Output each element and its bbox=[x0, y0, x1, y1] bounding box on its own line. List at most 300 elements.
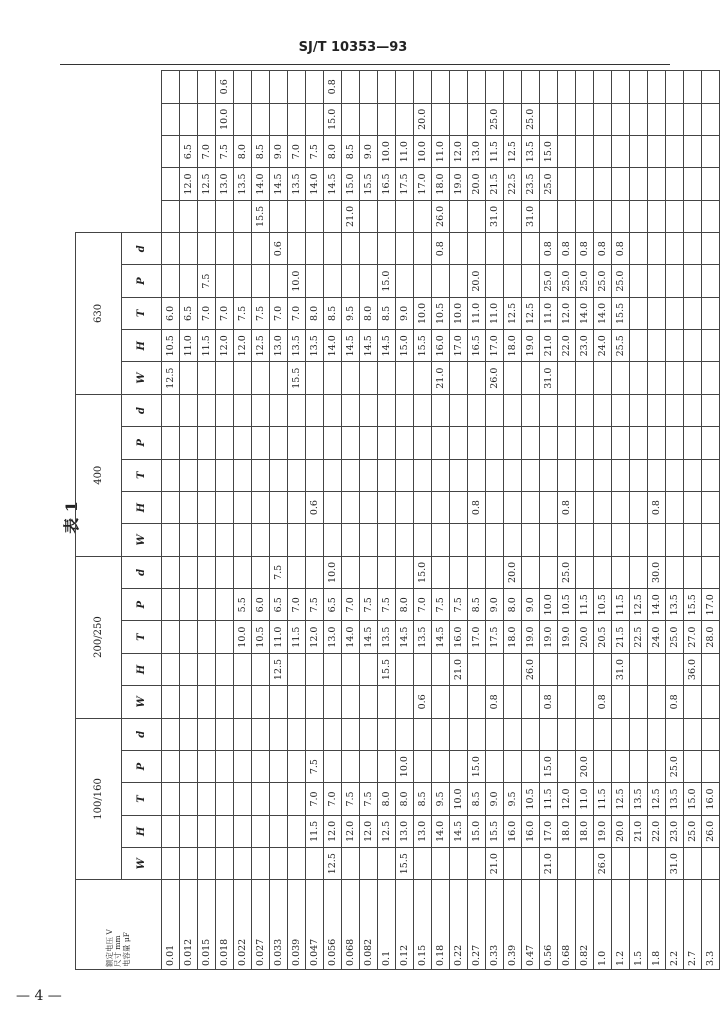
dimension-header: d bbox=[122, 718, 162, 750]
dimension-cell bbox=[504, 362, 522, 394]
dimension-cell: 18.0 bbox=[558, 815, 576, 847]
dimension-cell: 12.5 bbox=[522, 297, 540, 329]
dimension-cell bbox=[288, 524, 306, 556]
dimension-cell: 11.5 bbox=[594, 783, 612, 815]
dimension-cell bbox=[162, 686, 180, 718]
dimension-cell bbox=[306, 686, 324, 718]
dimension-cell bbox=[558, 71, 576, 104]
dimension-cell: 20.0 bbox=[612, 815, 630, 847]
dimension-cell: 11.5 bbox=[198, 330, 216, 362]
dimension-cell: 21.5 bbox=[486, 168, 504, 200]
table-row bbox=[486, 71, 504, 970]
dimension-cell: 7.5 bbox=[378, 589, 396, 621]
voltage-group-header: 200/250 bbox=[76, 556, 122, 718]
dimension-cell bbox=[684, 168, 702, 200]
table-row bbox=[198, 71, 216, 970]
dimension-cell bbox=[576, 491, 594, 523]
dimension-cell: 11.5 bbox=[612, 589, 630, 621]
dimension-cell: 25.0 bbox=[558, 265, 576, 297]
dimension-cell: 12.5 bbox=[504, 135, 522, 167]
dimension-cell bbox=[576, 686, 594, 718]
dimension-cell: 7.5 bbox=[360, 589, 378, 621]
dimension-cell bbox=[198, 491, 216, 523]
capacitance-cell: 0.047 bbox=[306, 880, 324, 970]
dimension-cell bbox=[288, 427, 306, 459]
dimension-cell bbox=[702, 362, 720, 394]
dimension-cell: 10.0 bbox=[396, 750, 414, 782]
dimension-cell bbox=[576, 394, 594, 426]
dimension-cell: 7.0 bbox=[288, 135, 306, 167]
dimension-cell bbox=[450, 848, 468, 880]
dimension-cell bbox=[414, 200, 432, 232]
dimension-cell: 10.5 bbox=[594, 589, 612, 621]
dimension-cell bbox=[468, 848, 486, 880]
dimension-cell: 13.0 bbox=[468, 135, 486, 167]
dimension-cell bbox=[522, 524, 540, 556]
standard-code: SJ/T 10353—93 bbox=[298, 40, 408, 55]
dimension-cell bbox=[594, 71, 612, 104]
dimension-cell bbox=[576, 71, 594, 104]
dimension-cell: 7.0 bbox=[288, 589, 306, 621]
dimension-cell bbox=[252, 653, 270, 685]
dimension-cell bbox=[180, 233, 198, 265]
dimension-cell bbox=[558, 168, 576, 200]
dimension-cell bbox=[630, 427, 648, 459]
dimension-cell bbox=[702, 459, 720, 491]
dimension-cell: 15.5 bbox=[378, 653, 396, 685]
dimension-cell bbox=[684, 362, 702, 394]
dimension-cell bbox=[378, 459, 396, 491]
dimension-cell bbox=[252, 556, 270, 588]
dimension-cell: 10.0 bbox=[414, 135, 432, 167]
dimension-cell: 19.0 bbox=[540, 621, 558, 653]
dimension-cell bbox=[648, 200, 666, 232]
dimension-cell: 6.5 bbox=[324, 589, 342, 621]
dimension-cell: 25.0 bbox=[486, 103, 504, 135]
dimension-cell bbox=[396, 524, 414, 556]
dimension-header: H bbox=[122, 653, 162, 685]
dimension-cell bbox=[216, 621, 234, 653]
dimension-cell: 9.0 bbox=[396, 297, 414, 329]
dimension-cell bbox=[216, 783, 234, 815]
dimension-cell bbox=[270, 524, 288, 556]
dimension-cell: 15.5 bbox=[612, 297, 630, 329]
dimension-cell bbox=[234, 427, 252, 459]
dimension-cell bbox=[450, 556, 468, 588]
dimension-cell bbox=[162, 103, 180, 135]
dimension-cell bbox=[432, 394, 450, 426]
dimension-cell bbox=[414, 459, 432, 491]
dimension-cell: 8.5 bbox=[252, 135, 270, 167]
dimension-cell bbox=[612, 135, 630, 167]
dimension-cell bbox=[522, 718, 540, 750]
dimension-cell bbox=[342, 394, 360, 426]
table-row bbox=[558, 71, 576, 970]
dimension-cell: 21.5 bbox=[612, 621, 630, 653]
dimension-cell bbox=[234, 815, 252, 847]
dimension-cell: 25.0 bbox=[594, 265, 612, 297]
dimension-cell bbox=[414, 491, 432, 523]
dimension-cell: 10.0 bbox=[414, 297, 432, 329]
table-row bbox=[468, 71, 486, 970]
dimension-cell bbox=[324, 686, 342, 718]
dimension-cell bbox=[540, 103, 558, 135]
dimension-cell bbox=[360, 427, 378, 459]
dimension-cell bbox=[450, 265, 468, 297]
dimension-cell bbox=[648, 265, 666, 297]
dimension-cell bbox=[648, 71, 666, 104]
dimension-cell: 21.0 bbox=[540, 848, 558, 880]
dimension-cell bbox=[288, 815, 306, 847]
dimension-cell bbox=[684, 459, 702, 491]
dimension-cell bbox=[360, 362, 378, 394]
dimension-cell: 7.5 bbox=[360, 783, 378, 815]
dimension-cell bbox=[252, 718, 270, 750]
dimension-cell: 7.0 bbox=[306, 783, 324, 815]
dimension-cell bbox=[648, 718, 666, 750]
dimension-cell bbox=[270, 103, 288, 135]
dimension-cell: 17.0 bbox=[468, 621, 486, 653]
dimension-cell bbox=[666, 524, 684, 556]
table-row bbox=[540, 71, 558, 970]
dimension-cell bbox=[684, 71, 702, 104]
dimension-cell: 7.5 bbox=[306, 589, 324, 621]
dimension-cell bbox=[234, 848, 252, 880]
dimension-cell: 13.5 bbox=[234, 168, 252, 200]
dimension-cell bbox=[684, 427, 702, 459]
dimension-cell bbox=[180, 265, 198, 297]
dimension-cell: 13.5 bbox=[666, 589, 684, 621]
dimension-cell bbox=[180, 362, 198, 394]
dimension-cell: 8.0 bbox=[234, 135, 252, 167]
dimension-cell bbox=[702, 135, 720, 167]
dimension-cell bbox=[612, 718, 630, 750]
dimension-cell: 19.0 bbox=[450, 168, 468, 200]
dimension-cell bbox=[288, 233, 306, 265]
dimension-cell bbox=[684, 848, 702, 880]
dimension-cell: 13.0 bbox=[270, 330, 288, 362]
dimension-cell bbox=[522, 686, 540, 718]
dimension-cell bbox=[288, 556, 306, 588]
table-row bbox=[234, 71, 252, 970]
dimension-cell: 7.0 bbox=[324, 783, 342, 815]
dimension-cell bbox=[576, 427, 594, 459]
dimension-cell bbox=[666, 394, 684, 426]
dimension-cell bbox=[666, 330, 684, 362]
dimension-cell bbox=[270, 265, 288, 297]
header-rule bbox=[60, 64, 670, 65]
dimension-cell: 10.5 bbox=[252, 621, 270, 653]
dimension-cell bbox=[198, 621, 216, 653]
capacitance-cell: 0.033 bbox=[270, 880, 288, 970]
dimension-cell bbox=[342, 233, 360, 265]
dimension-cell bbox=[504, 491, 522, 523]
capacitance-cell: 1.8 bbox=[648, 880, 666, 970]
dimension-cell bbox=[360, 524, 378, 556]
dimension-cell bbox=[252, 750, 270, 782]
table-row bbox=[576, 71, 594, 970]
dimension-cell: 13.5 bbox=[378, 621, 396, 653]
dimension-cell bbox=[432, 427, 450, 459]
dimension-cell bbox=[432, 750, 450, 782]
dimension-cell bbox=[558, 718, 576, 750]
dimension-cell bbox=[540, 200, 558, 232]
dimension-cell: 19.0 bbox=[594, 815, 612, 847]
dimension-cell bbox=[216, 427, 234, 459]
dimension-cell bbox=[198, 200, 216, 232]
dimension-cell: 25.0 bbox=[540, 168, 558, 200]
dimension-cell: 25.5 bbox=[612, 330, 630, 362]
dimension-cell bbox=[630, 686, 648, 718]
dimension-cell bbox=[252, 783, 270, 815]
dimension-cell bbox=[702, 297, 720, 329]
dimension-cell bbox=[648, 103, 666, 135]
dimension-cell: 11.0 bbox=[540, 297, 558, 329]
dimension-cell bbox=[162, 168, 180, 200]
dimension-cell bbox=[180, 653, 198, 685]
dimension-cell: 0.6 bbox=[216, 71, 234, 104]
dimension-cell bbox=[306, 459, 324, 491]
dimension-cell bbox=[702, 103, 720, 135]
dimension-cell bbox=[234, 265, 252, 297]
dimension-cell: 0.8 bbox=[432, 233, 450, 265]
dimension-cell bbox=[306, 265, 324, 297]
dimension-cell: 10.5 bbox=[522, 783, 540, 815]
dimension-cell bbox=[270, 848, 288, 880]
capacitance-cell: 0.18 bbox=[432, 880, 450, 970]
dimension-cell bbox=[378, 750, 396, 782]
dimension-cell bbox=[414, 265, 432, 297]
dimension-cell bbox=[162, 718, 180, 750]
dimension-cell bbox=[360, 394, 378, 426]
dimension-cell bbox=[576, 848, 594, 880]
dimension-cell bbox=[396, 265, 414, 297]
dimension-cell bbox=[234, 556, 252, 588]
dimension-cell: 0.6 bbox=[270, 233, 288, 265]
dimension-cell bbox=[324, 362, 342, 394]
dimension-cell bbox=[450, 103, 468, 135]
dimension-cell bbox=[324, 265, 342, 297]
dimension-cell bbox=[468, 653, 486, 685]
dimension-cell: 7.5 bbox=[306, 135, 324, 167]
dimension-cell bbox=[684, 556, 702, 588]
dimension-cell bbox=[630, 330, 648, 362]
dimension-cell bbox=[342, 556, 360, 588]
dimension-cell bbox=[630, 200, 648, 232]
dimension-cell bbox=[216, 686, 234, 718]
dimension-cell bbox=[288, 653, 306, 685]
dimension-cell: 15.5 bbox=[360, 168, 378, 200]
dimension-cell bbox=[648, 362, 666, 394]
dimension-cell bbox=[432, 103, 450, 135]
dimension-cell bbox=[468, 200, 486, 232]
dimension-cell: 13.5 bbox=[666, 783, 684, 815]
dimension-cell bbox=[702, 524, 720, 556]
dimension-cell bbox=[612, 394, 630, 426]
dimension-cell bbox=[612, 848, 630, 880]
dimension-cell bbox=[234, 718, 252, 750]
dimension-cell: 17.0 bbox=[702, 589, 720, 621]
dimension-cell: 17.5 bbox=[486, 621, 504, 653]
dimension-cell: 17.5 bbox=[396, 168, 414, 200]
dimension-cell: 18.0 bbox=[432, 168, 450, 200]
dimension-cell bbox=[306, 362, 324, 394]
dimension-cell bbox=[630, 168, 648, 200]
dimension-cell: 14.0 bbox=[306, 168, 324, 200]
dimension-cell bbox=[486, 718, 504, 750]
dimension-header: T bbox=[122, 621, 162, 653]
dimension-cell bbox=[450, 200, 468, 232]
dimension-cell: 14.5 bbox=[432, 621, 450, 653]
dimension-cell bbox=[612, 556, 630, 588]
dimension-cell bbox=[702, 848, 720, 880]
dimension-cell: 9.5 bbox=[342, 297, 360, 329]
dimension-cell bbox=[594, 718, 612, 750]
dimension-cell bbox=[522, 71, 540, 104]
dimension-cell bbox=[522, 848, 540, 880]
dimension-cell bbox=[576, 362, 594, 394]
dimension-cell bbox=[288, 394, 306, 426]
dimension-cell bbox=[306, 103, 324, 135]
dimension-cell: 15.5 bbox=[396, 848, 414, 880]
capacitor-dimension-table bbox=[75, 70, 720, 970]
dimension-cell: 12.5 bbox=[630, 589, 648, 621]
dimension-cell bbox=[252, 524, 270, 556]
table-row bbox=[648, 71, 666, 970]
dimension-cell: 16.0 bbox=[522, 815, 540, 847]
dimension-cell bbox=[234, 71, 252, 104]
dimension-cell: 7.5 bbox=[252, 297, 270, 329]
dimension-cell bbox=[234, 686, 252, 718]
dimension-cell bbox=[432, 265, 450, 297]
dimension-cell: 7.5 bbox=[450, 589, 468, 621]
dimension-cell: 14.0 bbox=[648, 589, 666, 621]
table-row bbox=[630, 71, 648, 970]
dimension-cell bbox=[180, 783, 198, 815]
dimension-cell: 15.0 bbox=[684, 783, 702, 815]
dimension-cell bbox=[342, 459, 360, 491]
dimension-cell: 14.5 bbox=[324, 168, 342, 200]
dimension-cell bbox=[594, 200, 612, 232]
capacitance-cell: 0.56 bbox=[540, 880, 558, 970]
dimension-cell bbox=[360, 71, 378, 104]
dimension-cell bbox=[162, 135, 180, 167]
dimension-header: P bbox=[122, 589, 162, 621]
dimension-header: H bbox=[122, 815, 162, 847]
dimension-cell bbox=[252, 265, 270, 297]
dimension-cell: 13.5 bbox=[288, 330, 306, 362]
dimension-cell bbox=[396, 718, 414, 750]
dimension-cell bbox=[612, 103, 630, 135]
dimension-cell: 13.5 bbox=[522, 135, 540, 167]
table-row bbox=[594, 71, 612, 970]
dimension-cell: 8.0 bbox=[396, 589, 414, 621]
dimension-cell: 15.0 bbox=[468, 750, 486, 782]
dimension-cell bbox=[540, 718, 558, 750]
dimension-cell bbox=[198, 815, 216, 847]
capacitance-cell: 0.82 bbox=[576, 880, 594, 970]
capacitance-cell: 0.027 bbox=[252, 880, 270, 970]
dimension-cell: 0.8 bbox=[540, 686, 558, 718]
dimension-cell bbox=[630, 750, 648, 782]
table-row bbox=[252, 71, 270, 970]
dimension-cell bbox=[288, 848, 306, 880]
dimension-cell bbox=[576, 135, 594, 167]
dimension-cell: 8.0 bbox=[504, 589, 522, 621]
dimension-cell bbox=[684, 297, 702, 329]
dimension-cell bbox=[558, 200, 576, 232]
dimension-cell bbox=[162, 71, 180, 104]
dimension-cell bbox=[666, 135, 684, 167]
dimension-cell bbox=[396, 686, 414, 718]
dimension-cell bbox=[540, 71, 558, 104]
dimension-cell: 31.0 bbox=[540, 362, 558, 394]
dimension-cell bbox=[630, 394, 648, 426]
dimension-cell bbox=[360, 200, 378, 232]
dimension-cell bbox=[468, 556, 486, 588]
dimension-cell bbox=[162, 233, 180, 265]
dimension-cell: 7.0 bbox=[342, 589, 360, 621]
dimension-cell: 16.5 bbox=[378, 168, 396, 200]
dimension-cell bbox=[414, 718, 432, 750]
dimension-cell: 0.8 bbox=[612, 233, 630, 265]
dimension-cell bbox=[324, 750, 342, 782]
dimension-cell: 10.0 bbox=[216, 103, 234, 135]
dimension-cell bbox=[450, 524, 468, 556]
dimension-cell: 23.5 bbox=[522, 168, 540, 200]
dimension-cell bbox=[198, 718, 216, 750]
dimension-cell bbox=[378, 362, 396, 394]
dimension-cell bbox=[468, 362, 486, 394]
dimension-header: P bbox=[122, 265, 162, 297]
dimension-cell: 12.5 bbox=[378, 815, 396, 847]
dimension-cell bbox=[666, 556, 684, 588]
dimension-cell: 5.5 bbox=[234, 589, 252, 621]
dimension-cell: 25.0 bbox=[558, 556, 576, 588]
dimension-cell: 13.0 bbox=[216, 168, 234, 200]
table-row bbox=[450, 71, 468, 970]
dimension-cell bbox=[666, 265, 684, 297]
dimension-cell: 15.0 bbox=[324, 103, 342, 135]
dimension-cell: 6.5 bbox=[270, 589, 288, 621]
dimension-cell bbox=[270, 427, 288, 459]
dimension-cell bbox=[684, 750, 702, 782]
dimension-cell bbox=[504, 848, 522, 880]
dimension-cell: 15.5 bbox=[486, 815, 504, 847]
dimension-cell bbox=[414, 233, 432, 265]
dimension-cell bbox=[162, 394, 180, 426]
dimension-cell bbox=[450, 459, 468, 491]
table-row bbox=[360, 71, 378, 970]
dimension-cell: 12.0 bbox=[180, 168, 198, 200]
dimension-cell: 7.5 bbox=[432, 589, 450, 621]
dimension-cell: 14.0 bbox=[342, 621, 360, 653]
dimension-cell bbox=[648, 686, 666, 718]
dimension-cell bbox=[540, 556, 558, 588]
dimension-cell: 11.5 bbox=[486, 135, 504, 167]
dimension-cell: 10.0 bbox=[378, 135, 396, 167]
dimension-cell bbox=[216, 491, 234, 523]
table-row bbox=[414, 71, 432, 970]
dimension-cell bbox=[486, 653, 504, 685]
dimension-cell: 20.0 bbox=[576, 750, 594, 782]
dimension-cell bbox=[342, 71, 360, 104]
dimension-cell: 22.5 bbox=[630, 621, 648, 653]
dimension-cell bbox=[594, 491, 612, 523]
table-row bbox=[702, 71, 720, 970]
dimension-cell: 7.0 bbox=[288, 297, 306, 329]
dimension-cell bbox=[648, 135, 666, 167]
